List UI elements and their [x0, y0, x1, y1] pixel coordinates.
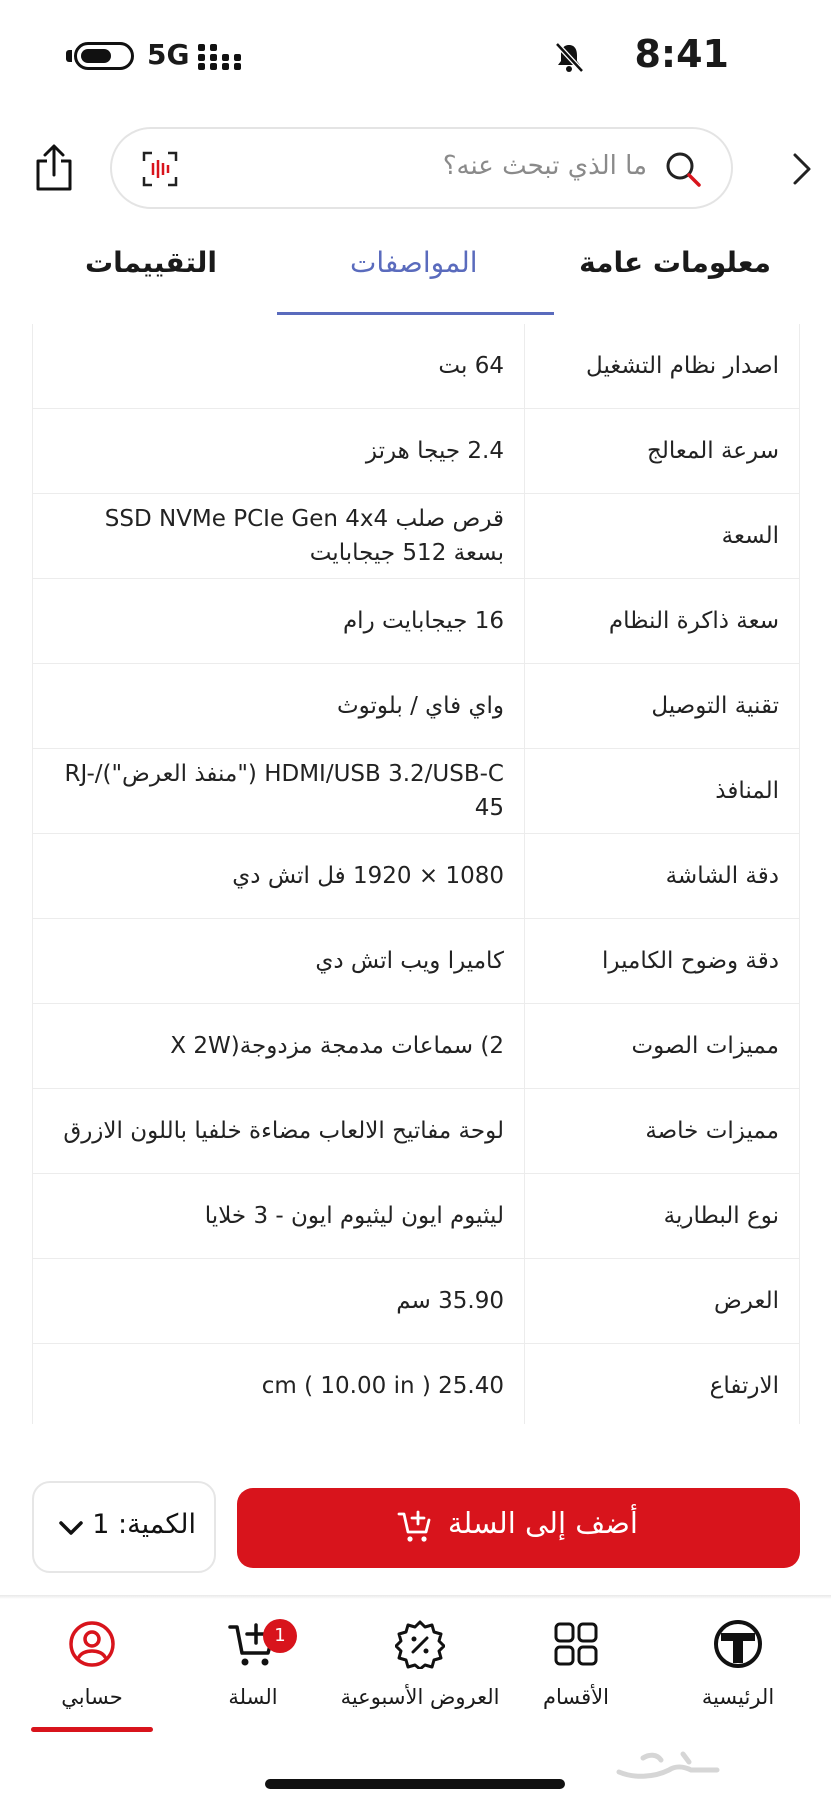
table-row [33, 834, 799, 919]
spec-key: الارتفاع [524, 1344, 799, 1424]
tab-general-info[interactable]: معلومات عامة [579, 246, 771, 279]
network-type: 5G [147, 38, 190, 71]
cart-count-badge: 1 [263, 1619, 297, 1653]
spec-key: مميزات خاصة [524, 1089, 799, 1173]
cart-plus-icon [397, 1508, 433, 1544]
spec-value: 2) سماعات مدمجة مزدوجة(X 2W [170, 1033, 504, 1059]
chevron-down-icon [58, 1517, 84, 1539]
table-row [33, 1174, 799, 1259]
add-to-cart-label: أضف إلى السلة [447, 1506, 638, 1540]
spec-key: تقنية التوصيل [524, 664, 799, 748]
spec-value: لوحة مفاتيح الالعاب مضاءة خلفيا باللون الازرق [63, 1118, 504, 1144]
quantity-label: الكمية: 1 [92, 1509, 196, 1540]
home-indicator [265, 1779, 565, 1789]
spec-key: سعة ذاكرة النظام [524, 579, 799, 663]
user-icon [67, 1619, 117, 1669]
table-row [33, 919, 799, 1004]
chevron-right-icon[interactable] [787, 149, 817, 189]
spec-key: المنافذ [524, 749, 799, 833]
spec-key: مميزات الصوت [524, 1004, 799, 1088]
table-row [33, 1259, 799, 1344]
grid-icon [551, 1619, 601, 1669]
active-tab-indicator [277, 312, 554, 315]
nav-item-categories[interactable] [501, 1619, 651, 1709]
clock: 8:41 [634, 32, 729, 76]
nav-label-cart: السلة [228, 1685, 278, 1709]
search-placeholder: ما الذي تبحث عنه؟ [442, 151, 647, 181]
search-input[interactable] [110, 127, 733, 209]
table-row [33, 324, 799, 409]
nav-label-home: الرئيسية [701, 1685, 775, 1709]
table-row [33, 1004, 799, 1089]
header [0, 125, 831, 215]
nav-item-home[interactable] [663, 1619, 813, 1709]
spec-value: 16 جيجابايت رام [342, 608, 504, 634]
discount-badge-icon [395, 1619, 445, 1669]
signal-icon [198, 44, 242, 70]
table-row [33, 1089, 799, 1174]
spec-key: اصدار نظام التشغيل [524, 324, 799, 408]
nav-label-offers: العروض الأسبوعية [340, 1685, 500, 1709]
nav-item-weekly-offers[interactable] [340, 1619, 500, 1709]
table-row [33, 409, 799, 494]
spec-value: 2.4 جيجا هرتز [365, 438, 504, 464]
nav-item-cart[interactable] [178, 1619, 328, 1709]
scan-icon[interactable] [140, 149, 180, 189]
spec-key: دقة الشاشة [524, 834, 799, 918]
spec-key: العرض [524, 1259, 799, 1343]
battery-icon [74, 42, 134, 70]
bell-off-icon [552, 40, 586, 74]
nav-label-categories: الأقسام [543, 1685, 609, 1709]
spec-value: 1080 × 1920 فل اتش دي [232, 863, 504, 889]
spec-key: السعة [524, 494, 799, 578]
spec-value: 64 بت [438, 353, 504, 379]
home-logo-icon [713, 1619, 763, 1669]
quantity-select[interactable] [32, 1481, 216, 1573]
spec-value: قرص صلب SSD NVMe PCIe Gen 4x4 بسعة 512 جيجابايت [104, 506, 504, 566]
spec-key: دقة وضوح الكاميرا [524, 919, 799, 1003]
spec-value: كاميرا ويب اتش دي [315, 948, 504, 974]
spec-value: 35.90 سم [396, 1288, 504, 1314]
add-to-cart-button[interactable] [237, 1488, 800, 1568]
haraj-watermark-logo [613, 1744, 723, 1784]
table-row [33, 749, 799, 834]
table-row [33, 1344, 799, 1424]
spec-value: ليثيوم ايون ليثيوم ايون - 3 خلايا [204, 1203, 504, 1229]
share-icon[interactable] [28, 143, 80, 195]
table-row [33, 494, 799, 579]
spec-value: HDMI/USB 3.2/USB-C ("منفذ العرض")/RJ-45 [64, 761, 504, 821]
nav-label-account: حسابي [61, 1685, 123, 1709]
active-nav-indicator [31, 1727, 153, 1732]
tab-specifications[interactable]: المواصفات [350, 246, 478, 279]
nav-item-account[interactable] [17, 1619, 167, 1709]
table-row [33, 579, 799, 664]
battery-nub [66, 50, 72, 62]
tabs [0, 240, 831, 315]
tab-reviews[interactable]: التقييمات [85, 246, 217, 279]
table-row [33, 664, 799, 749]
status-bar [0, 0, 831, 110]
purchase-bar [0, 1470, 831, 1595]
spec-value: واي فاي / بلوتوث [336, 693, 504, 719]
spec-value: 25.40 cm ( 10.00 in ) [261, 1373, 504, 1399]
specifications-table [32, 324, 800, 1424]
spec-key: نوع البطارية [524, 1174, 799, 1258]
bottom-navigation [0, 1599, 831, 1800]
search-icon [663, 149, 703, 189]
spec-key: سرعة المعالج [524, 409, 799, 493]
